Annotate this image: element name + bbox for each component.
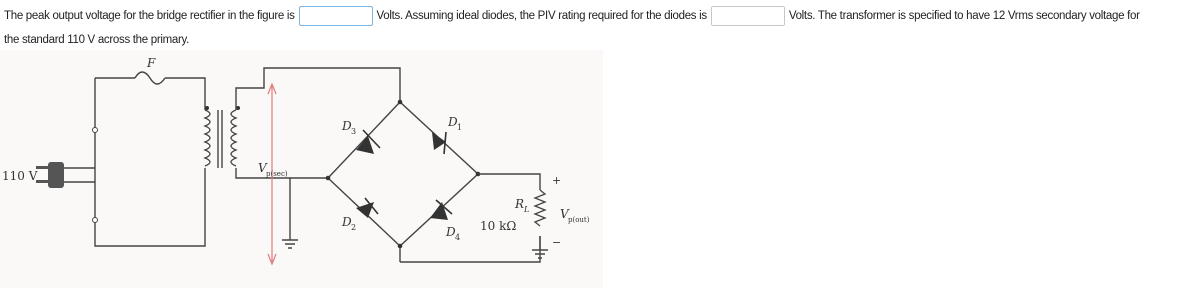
question-segment-3: Volts. The transformer is specified to have 12 Vrms secondary voltage for	[788, 10, 1140, 22]
transformer-core	[218, 110, 222, 168]
bridge-rectifier-figure	[0, 50, 603, 288]
transformer-secondary-coil	[231, 110, 236, 166]
vsec-sub-label: p(sec)	[266, 170, 288, 178]
d2-sub: 2	[351, 223, 357, 232]
diode-d4	[430, 200, 452, 220]
d4-sub: 4	[455, 233, 461, 242]
d2-label: D	[342, 215, 352, 229]
diode-d3	[356, 130, 380, 154]
fuse-symbol	[135, 72, 165, 84]
vout-sub-label: p(out)	[568, 216, 590, 224]
ac-plug-icon	[36, 162, 95, 188]
rl-label: R	[515, 197, 525, 211]
d4-label: D	[446, 225, 456, 239]
diode-d2	[356, 198, 378, 218]
ground-symbol-output	[532, 236, 548, 258]
vout-label: V	[560, 207, 569, 221]
rl-sub: L	[524, 205, 530, 214]
question-line-1	[4, 4, 1200, 28]
source-voltage-label: 110 V	[2, 169, 38, 183]
diode-d1	[432, 132, 446, 154]
circuit-diagram	[0, 50, 603, 288]
question-segment-1: The peak output voltage for the bridge rectifier in the figure is	[4, 10, 295, 22]
question-line-2	[4, 28, 1200, 52]
piv-rating-input[interactable]	[711, 6, 785, 26]
d3-sub: 3	[351, 127, 357, 136]
d1-sub: 1	[457, 123, 463, 132]
rl-value: 10 kΩ	[480, 219, 517, 233]
question-segment-2: Volts. Assuming ideal diodes, the PIV rating required for the diodes is	[376, 10, 707, 22]
question-segment-4: the standard 110 V across the primary.	[4, 34, 190, 46]
ground-symbol-secondary	[282, 232, 298, 248]
d1-label: D	[448, 115, 458, 129]
transformer-primary-coil	[205, 110, 210, 166]
fuse-label: F	[147, 56, 156, 70]
d3-label: D	[342, 119, 352, 133]
load-resistor	[535, 190, 545, 226]
minus-sign: −	[552, 236, 562, 249]
peak-output-voltage-input[interactable]	[299, 6, 373, 26]
plus-sign: +	[552, 174, 562, 187]
question-text	[4, 4, 1200, 52]
vsec-label: V	[258, 161, 267, 175]
